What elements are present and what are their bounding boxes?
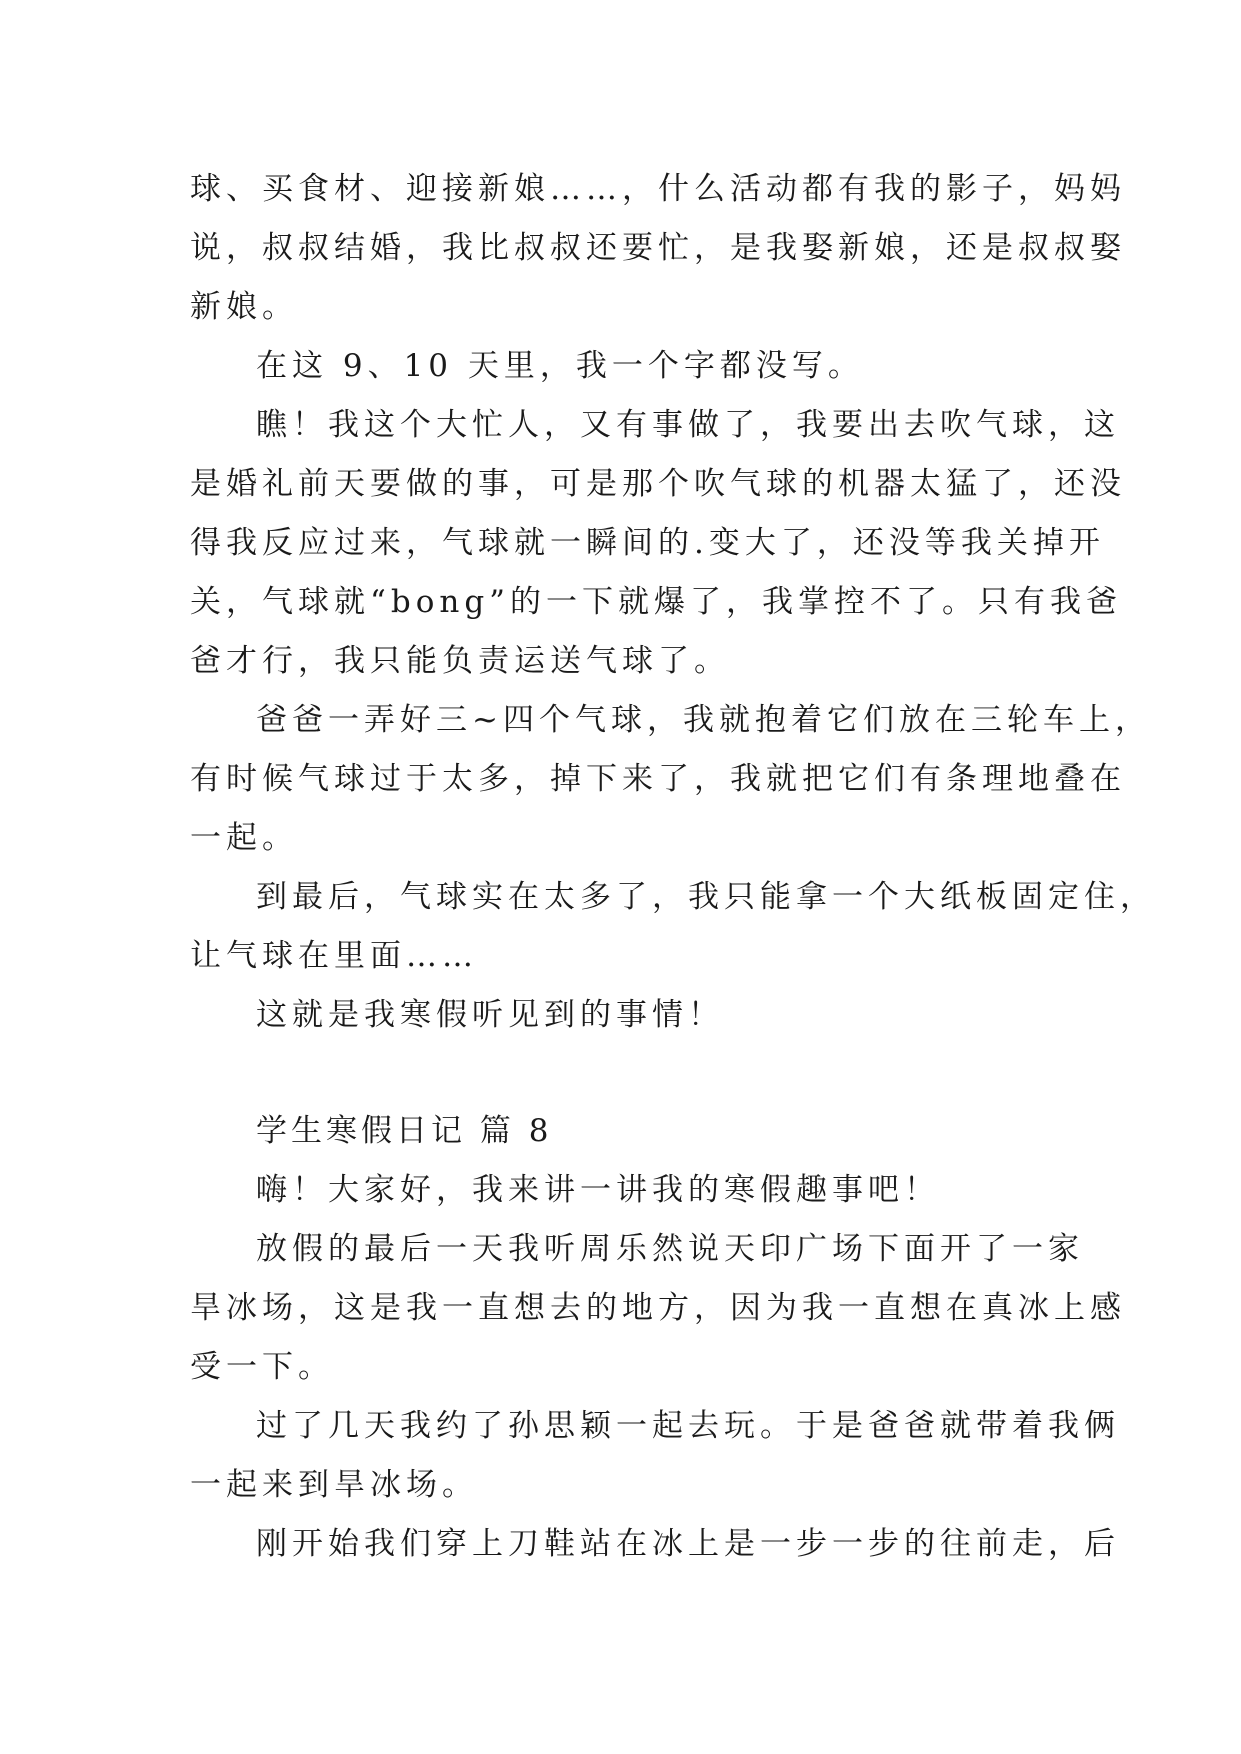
paragraph-start: 嗨！大家好，我来讲一讲我的寒假趣事吧！ bbox=[256, 1172, 940, 1208]
text-line: 一起来到旱冰场。 bbox=[190, 1467, 478, 1503]
text-line: 一起。 bbox=[190, 820, 298, 856]
text-line: 受一下。 bbox=[190, 1349, 334, 1385]
text-line: 有时候气球过于太多，掉下来了，我就把它们有条理地叠在 bbox=[190, 761, 1126, 797]
section-title: 学生寒假日记 篇 8 bbox=[256, 1113, 553, 1149]
text-line: 球、买食材、迎接新娘……，什么活动都有我的影子，妈妈 bbox=[190, 171, 1126, 207]
paragraph-start: 刚开始我们穿上刀鞋站在冰上是一步一步的往前走，后 bbox=[256, 1526, 1120, 1562]
text-line: 得我反应过来，气球就一瞬间的.变大了，还没等我关掉开 bbox=[190, 525, 1105, 561]
text-line: 旱冰场，这是我一直想去的地方，因为我一直想在真冰上感 bbox=[190, 1290, 1126, 1326]
text-line: 新娘。 bbox=[190, 289, 298, 325]
paragraph-start: 这就是我寒假听见到的事情！ bbox=[256, 997, 724, 1033]
document-body bbox=[190, 160, 1156, 1574]
paragraph-start: 爸爸一弄好三~四个气球，我就抱着它们放在三轮车上， bbox=[256, 702, 1151, 738]
paragraph-start: 放假的最后一天我听周乐然说天印广场下面开了一家 bbox=[256, 1231, 1084, 1267]
text-line: 说，叔叔结婚，我比叔叔还要忙，是我娶新娘，还是叔叔娶 bbox=[190, 230, 1126, 266]
text-line: 爸才行，我只能负责运送气球了。 bbox=[190, 643, 730, 679]
text-line: 关，气球就“bong”的一下就爆了，我掌控不了。只有我爸 bbox=[190, 584, 1123, 620]
paragraph-start: 在这 9、10 天里，我一个字都没写。 bbox=[256, 348, 864, 384]
paragraph-start: 瞧！我这个大忙人，又有事做了，我要出去吹气球，这 bbox=[256, 407, 1120, 443]
paragraph-start: 到最后，气球实在太多了，我只能拿一个大纸板固定住， bbox=[256, 879, 1156, 915]
text-line: 是婚礼前天要做的事，可是那个吹气球的机器太猛了，还没 bbox=[190, 466, 1126, 502]
text-line: 让气球在里面…… bbox=[190, 938, 478, 974]
paragraph-start: 过了几天我约了孙思颖一起去玩。于是爸爸就带着我俩 bbox=[256, 1408, 1120, 1444]
section-gap bbox=[190, 1045, 1070, 1102]
